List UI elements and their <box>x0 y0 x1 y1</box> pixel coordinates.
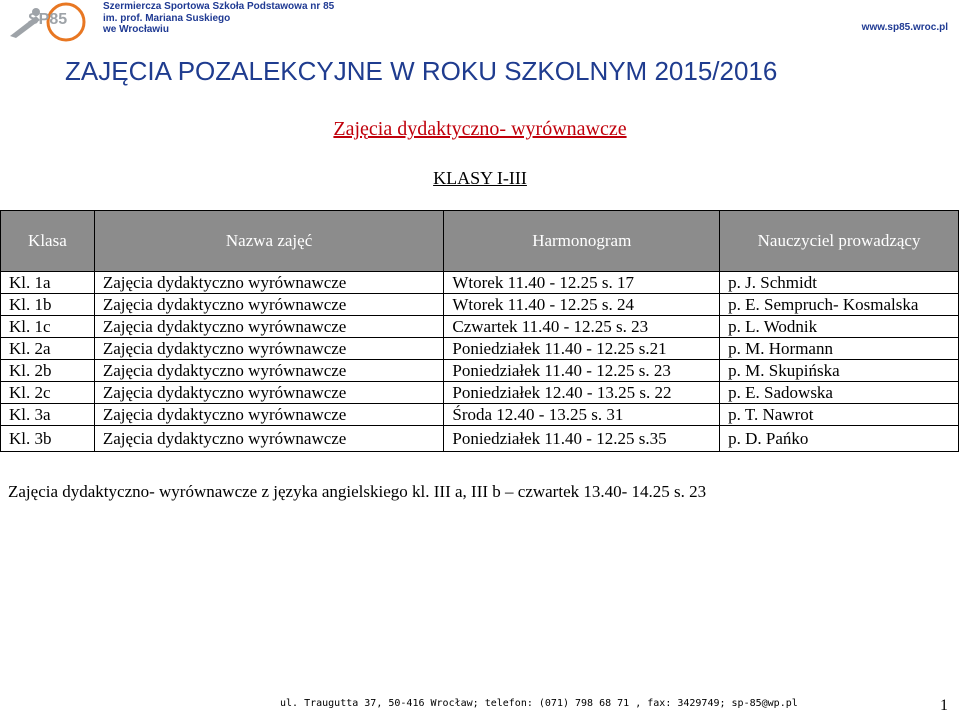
table-header-row <box>1 211 959 272</box>
cell-teacher: p. E. Sadowska <box>720 382 959 404</box>
cell-class: Kl. 3b <box>1 426 95 452</box>
cell-class: Kl. 2a <box>1 338 95 360</box>
table-row <box>1 316 959 338</box>
table-row <box>1 404 959 426</box>
page-header <box>0 0 960 45</box>
cell-teacher: p. T. Nawrot <box>720 404 959 426</box>
school-name <box>103 1 334 36</box>
footer-contact: ul. Traugutta 37, 50-416 Wrocław; telefon: (071) 798 68 71 , fax: 3429749; sp-85@wp.pl <box>280 698 798 709</box>
cell-schedule: Poniedziałek 12.40 - 13.25 s. 22 <box>444 382 720 404</box>
cell-teacher: p. E. Sempruch- Kosmalska <box>720 294 959 316</box>
cell-class: Kl. 3a <box>1 404 95 426</box>
cell-class: Kl. 1a <box>1 272 95 294</box>
cell-schedule: Poniedziałek 11.40 - 12.25 s. 23 <box>444 360 720 382</box>
cell-schedule: Wtorek 11.40 - 12.25 s. 17 <box>444 272 720 294</box>
cell-class: Kl. 1b <box>1 294 95 316</box>
cell-teacher: p. M. Skupińska <box>720 360 959 382</box>
school-logo <box>6 2 98 42</box>
page-title: ZAJĘCIA POZALEKCYJNE W ROKU SZKOLNYM 2015/2016 <box>65 56 778 86</box>
schedule-table <box>0 210 959 452</box>
cell-activity: Zajęcia dydaktyczno wyrównawcze <box>94 404 444 426</box>
cell-activity: Zajęcia dydaktyczno wyrównawcze <box>94 316 444 338</box>
cell-class: Kl. 1c <box>1 316 95 338</box>
table-row <box>1 272 959 294</box>
section-subtitle: Zajęcia dydaktyczno- wyrównawcze <box>333 118 627 140</box>
school-name-line3: we Wrocławiu <box>103 24 169 35</box>
cell-activity: Zajęcia dydaktyczno wyrównawcze <box>94 272 444 294</box>
school-name-line1: Szermiercza Sportowa Szkoła Podstawowa nr 85 <box>103 1 335 12</box>
page-number: 1 <box>940 697 948 714</box>
cell-schedule: Wtorek 11.40 - 12.25 s. 24 <box>444 294 720 316</box>
cell-activity: Zajęcia dydaktyczno wyrównawcze <box>94 426 444 452</box>
cell-activity: Zajęcia dydaktyczno wyrównawcze <box>94 338 444 360</box>
logo-text: SP85 <box>28 11 68 28</box>
cell-activity: Zajęcia dydaktyczno wyrównawcze <box>94 294 444 316</box>
classes-label: KLASY I-III <box>433 168 527 188</box>
cell-teacher: p. L. Wodnik <box>720 316 959 338</box>
column-header-activity: Nazwa zajęć <box>94 211 444 272</box>
cell-teacher: p. D. Pańko <box>720 426 959 452</box>
cell-teacher: p. J. Schmidt <box>720 272 959 294</box>
cell-activity: Zajęcia dydaktyczno wyrównawcze <box>94 382 444 404</box>
cell-teacher: p. M. Hormann <box>720 338 959 360</box>
cell-schedule: Czwartek 11.40 - 12.25 s. 23 <box>444 316 720 338</box>
column-header-schedule: Harmonogram <box>444 211 720 272</box>
table-row <box>1 338 959 360</box>
cell-activity: Zajęcia dydaktyczno wyrównawcze <box>94 360 444 382</box>
table-row <box>1 360 959 382</box>
cell-class: Kl. 2c <box>1 382 95 404</box>
table-row <box>1 294 959 316</box>
cell-class: Kl. 2b <box>1 360 95 382</box>
table-row <box>1 426 959 452</box>
cell-schedule: Poniedziałek 11.40 - 12.25 s.21 <box>444 338 720 360</box>
school-name-line2: im. prof. Mariana Suskiego <box>103 12 231 24</box>
table-row <box>1 382 959 404</box>
website-link[interactable]: www.sp85.wroc.pl <box>861 22 948 33</box>
english-classes-note: Zajęcia dydaktyczno- wyrównawcze z języka angielskiego kl. III a, III b – czwartek 13.40- 14.25 s. 23 <box>8 482 707 501</box>
cell-schedule: Środa 12.40 - 13.25 s. 31 <box>444 404 720 426</box>
column-header-class: Klasa <box>1 211 95 272</box>
cell-schedule: Poniedziałek 11.40 - 12.25 s.35 <box>444 426 720 452</box>
column-header-teacher: Nauczyciel prowadzący <box>720 211 959 272</box>
